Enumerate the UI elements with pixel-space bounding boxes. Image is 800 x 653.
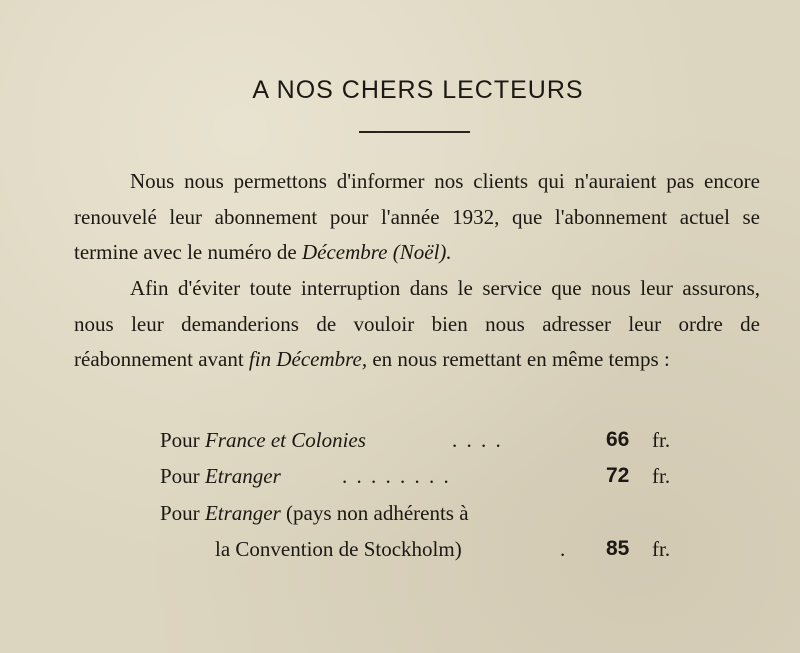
paragraph2-emphasis: fin Décembre,: [248, 347, 368, 371]
price-row-etranger-non-adherent: [0, 498, 800, 528]
price-amount: 72: [606, 464, 630, 487]
price-amount: 85: [606, 537, 630, 560]
price-row-continuation: [0, 534, 800, 564]
paragraph1-emphasis: Décembre (Noël).: [301, 240, 452, 264]
leader-dots: . . . .: [452, 428, 503, 452]
price-label: [160, 425, 366, 455]
price-row-france: [0, 425, 800, 455]
price-row-etranger: [0, 461, 800, 491]
paragraph-request: [74, 271, 760, 378]
title-divider: [359, 131, 470, 133]
price-continuation: la Convention de Stockholm): [215, 537, 462, 561]
price-amount: 66: [606, 428, 630, 451]
page-title: A NOS CHERS LECTEURS: [252, 76, 584, 104]
price-unit: fr.: [652, 537, 671, 561]
price-destination: Etranger: [204, 464, 281, 488]
paragraph1-text: Nous nous permettons d'informer nos clients qui n'auraient pas encore renouvelé leur abonnement pour l'année 1932, que l'abonnement actuel se termine avec le numéro de: [74, 169, 760, 264]
price-prefix: Pour: [160, 428, 205, 452]
price-destination: France et Colonies: [204, 428, 366, 452]
price-prefix: Pour: [160, 501, 205, 525]
paragraph2-tail: en nous remettant en même temps :: [367, 347, 670, 371]
price-label: [160, 461, 281, 491]
price-unit: fr.: [652, 428, 671, 452]
price-destination: Etranger: [204, 501, 281, 525]
paragraph-renewal-notice: [74, 164, 760, 271]
leader-dots: . . . . . . . .: [342, 464, 451, 488]
leader-dots: .: [560, 537, 568, 561]
paragraph2-text: Afin d'éviter toute interruption dans le service que nous leur assurons, nous leur demanderions de vouloir bien nous adresser leur ordre de réabonnement avant: [74, 276, 760, 371]
price-suffix: (pays non adhérents à: [280, 501, 469, 525]
price-label: [160, 498, 469, 528]
price-unit: fr.: [652, 464, 671, 488]
price-prefix: Pour: [160, 464, 205, 488]
